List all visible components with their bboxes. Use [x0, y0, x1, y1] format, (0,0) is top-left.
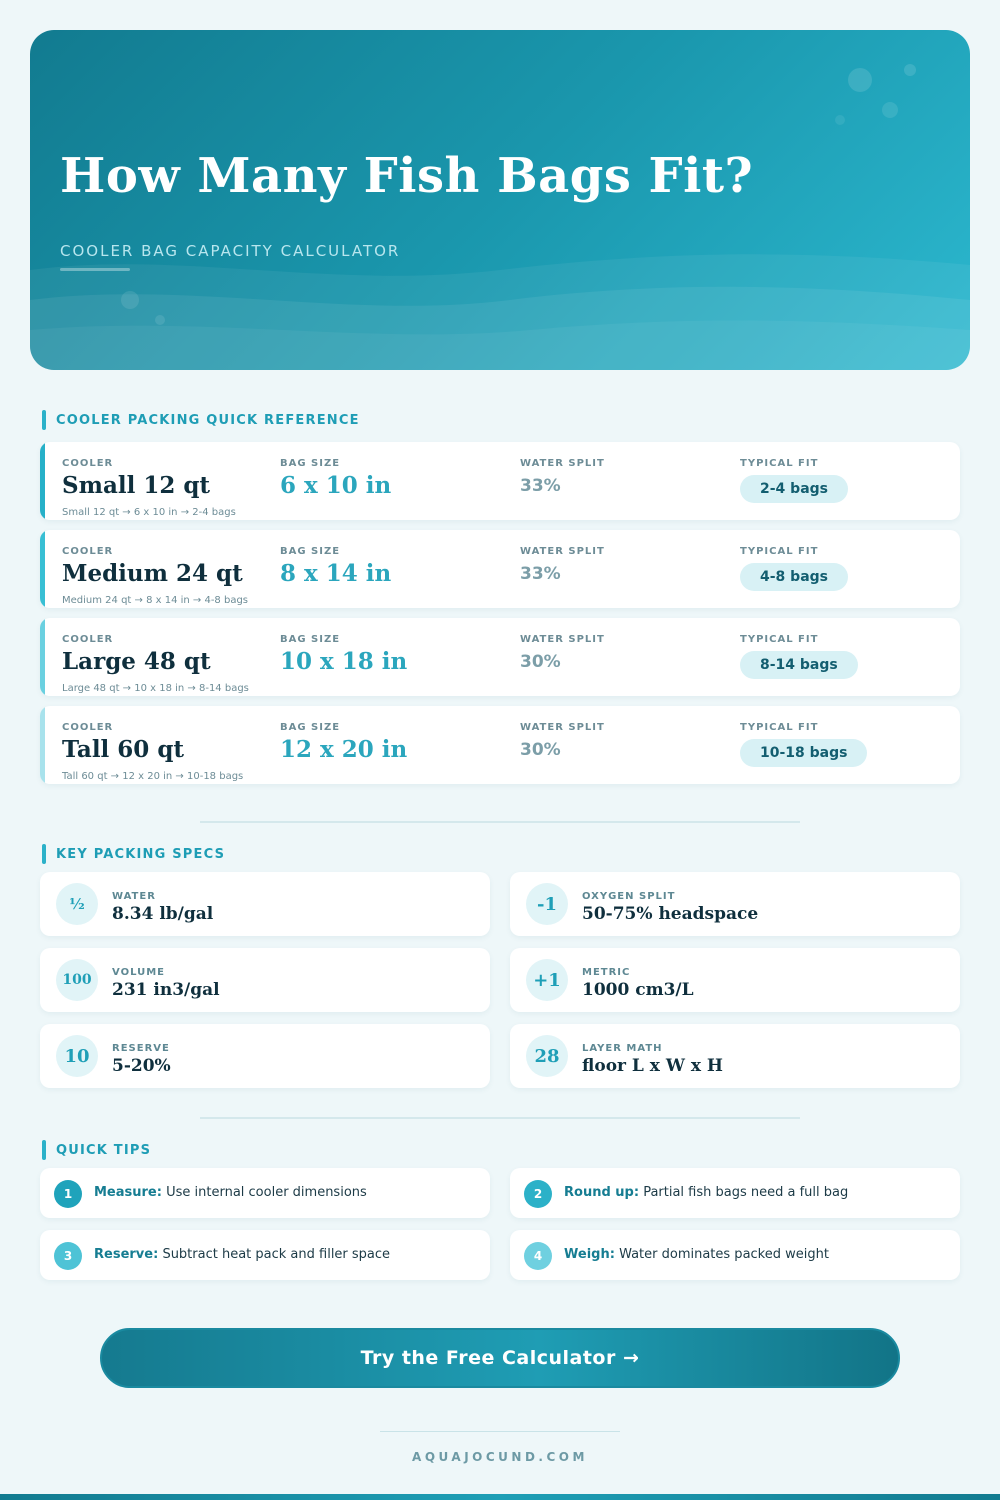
- water-split-column: [520, 546, 605, 584]
- spec-icon: ½: [56, 883, 98, 925]
- tip-description: Subtract heat pack and filler space: [162, 1247, 391, 1262]
- tip-number-badge: 2: [524, 1180, 552, 1208]
- section-divider: [200, 1117, 800, 1119]
- tip-text: [564, 1247, 829, 1262]
- row-accent-bar: [40, 530, 45, 608]
- page-title: How Many Fish Bags Fit?: [60, 148, 754, 204]
- tip-number-badge: 3: [54, 1242, 82, 1270]
- reference-row-small: [40, 442, 960, 520]
- tip-keyword: Reserve:: [94, 1247, 159, 1262]
- spec-value: 8.34 lb/gal: [112, 904, 214, 924]
- cooler-label: COOLER: [62, 546, 114, 557]
- section-marker: [42, 410, 46, 430]
- tip-text: [564, 1185, 848, 1200]
- cooler-label: COOLER: [62, 458, 114, 469]
- bag-size-value: 12 x 20 in: [280, 736, 408, 763]
- hero-banner: [30, 30, 970, 370]
- footer-divider: [380, 1431, 620, 1432]
- row-summary: Small 12 qt → 6 x 10 in → 2-4 bags: [62, 507, 236, 518]
- cooler-column: [62, 634, 211, 675]
- reference-row-medium: [40, 530, 960, 608]
- spec-icon: -1: [526, 883, 568, 925]
- cooler-value: Tall 60 qt: [62, 736, 185, 763]
- tip-card-weigh: [510, 1230, 960, 1280]
- typical-fit-column: [740, 634, 858, 679]
- reference-section-header: [42, 410, 360, 430]
- tip-text: [94, 1185, 367, 1200]
- subtitle-underline: [60, 268, 130, 271]
- page-subtitle: COOLER BAG CAPACITY CALCULATOR: [60, 242, 401, 260]
- typical-fit-badge: 4-8 bags: [740, 563, 848, 591]
- section-marker: [42, 1140, 46, 1160]
- spec-icon: 28: [526, 1035, 568, 1077]
- water-split-column: [520, 634, 605, 672]
- row-accent-bar: [40, 442, 45, 520]
- spec-label: WATER: [112, 891, 156, 902]
- try-calculator-button[interactable]: Try the Free Calculator →: [100, 1328, 900, 1388]
- typical-fit-badge: 2-4 bags: [740, 475, 848, 503]
- reference-row-large: [40, 618, 960, 696]
- reference-row-tall: [40, 706, 960, 784]
- bag-size-column: [280, 634, 407, 675]
- section-marker: [42, 844, 46, 864]
- bag-size-column: [280, 458, 391, 499]
- cooler-value: Large 48 qt: [62, 648, 211, 675]
- bottom-accent-bar: [0, 1494, 1000, 1500]
- water-split-value: 33%: [520, 476, 561, 496]
- bag-size-value: 8 x 14 in: [280, 560, 392, 587]
- typical-fit-label: TYPICAL FIT: [740, 722, 819, 733]
- tip-number-badge: 4: [524, 1242, 552, 1270]
- spec-value: 1000 cm3/L: [582, 980, 694, 1000]
- cooler-label: COOLER: [62, 634, 114, 645]
- cooler-column: [62, 722, 184, 763]
- row-accent-bar: [40, 618, 45, 696]
- cooler-column: [62, 458, 210, 499]
- spec-label: VOLUME: [112, 967, 165, 978]
- bag-size-label: BAG SIZE: [280, 634, 341, 645]
- tips-heading: QUICK TIPS: [56, 1142, 152, 1158]
- typical-fit-column: [740, 546, 848, 591]
- water-split-label: WATER SPLIT: [520, 458, 605, 469]
- typical-fit-label: TYPICAL FIT: [740, 546, 819, 557]
- bag-size-label: BAG SIZE: [280, 546, 341, 557]
- bag-size-value: 6 x 10 in: [280, 472, 392, 499]
- tip-card-reserve: [40, 1230, 490, 1280]
- tip-card-round-up: [510, 1168, 960, 1218]
- bag-size-label: BAG SIZE: [280, 458, 341, 469]
- row-accent-bar: [40, 706, 45, 784]
- water-split-column: [520, 722, 605, 760]
- spec-value: 231 in3/gal: [112, 980, 220, 1000]
- tip-keyword: Weigh:: [564, 1247, 615, 1262]
- typical-fit-label: TYPICAL FIT: [740, 634, 819, 645]
- spec-label: LAYER MATH: [582, 1043, 663, 1054]
- spec-card-oxygen-split: [510, 872, 960, 936]
- water-split-label: WATER SPLIT: [520, 634, 605, 645]
- typical-fit-badge: 8-14 bags: [740, 651, 858, 679]
- section-divider: [200, 821, 800, 823]
- water-split-value: 33%: [520, 564, 561, 584]
- bag-size-value: 10 x 18 in: [280, 648, 408, 675]
- spec-card-reserve: [40, 1024, 490, 1088]
- spec-value: 50-75% headspace: [582, 904, 759, 924]
- water-split-column: [520, 458, 605, 496]
- cooler-column: [62, 546, 243, 587]
- specs-section-header: [42, 844, 225, 864]
- tip-keyword: Measure:: [94, 1185, 162, 1200]
- water-split-label: WATER SPLIT: [520, 722, 605, 733]
- tip-text: [94, 1247, 390, 1262]
- bag-size-column: [280, 546, 391, 587]
- spec-card-water: [40, 872, 490, 936]
- cooler-value: Medium 24 qt: [62, 560, 243, 587]
- tip-description: Use internal cooler dimensions: [166, 1185, 367, 1200]
- spec-icon: +1: [526, 959, 568, 1001]
- spec-card-volume: [40, 948, 490, 1012]
- row-summary: Medium 24 qt → 8 x 14 in → 4-8 bags: [62, 595, 249, 606]
- cooler-value: Small 12 qt: [62, 472, 211, 499]
- row-summary: Tall 60 qt → 12 x 20 in → 10-18 bags: [62, 771, 244, 782]
- specs-heading: KEY PACKING SPECS: [56, 846, 226, 862]
- reference-heading: COOLER PACKING QUICK REFERENCE: [56, 412, 360, 428]
- cooler-label: COOLER: [62, 722, 114, 733]
- spec-label: OXYGEN SPLIT: [582, 891, 676, 902]
- typical-fit-column: [740, 458, 848, 503]
- footer-domain-link[interactable]: AQUAJOCUND.COM: [412, 1450, 588, 1464]
- typical-fit-badge: 10-18 bags: [740, 739, 867, 767]
- spec-icon: 100: [56, 959, 98, 1001]
- water-split-value: 30%: [520, 652, 561, 672]
- spec-card-layer-math: [510, 1024, 960, 1088]
- water-split-label: WATER SPLIT: [520, 546, 605, 557]
- spec-value: 5-20%: [112, 1056, 171, 1076]
- tip-number-badge: 1: [54, 1180, 82, 1208]
- spec-label: RESERVE: [112, 1043, 170, 1054]
- tip-card-measure: [40, 1168, 490, 1218]
- typical-fit-column: [740, 722, 867, 767]
- tips-section-header: [42, 1140, 151, 1160]
- tip-description: Partial fish bags need a full bag: [643, 1185, 849, 1200]
- water-split-value: 30%: [520, 740, 561, 760]
- tip-keyword: Round up:: [564, 1185, 640, 1200]
- spec-card-metric: [510, 948, 960, 1012]
- bag-size-column: [280, 722, 407, 763]
- tip-description: Water dominates packed weight: [619, 1247, 829, 1262]
- spec-icon: 10: [56, 1035, 98, 1077]
- row-summary: Large 48 qt → 10 x 18 in → 8-14 bags: [62, 683, 249, 694]
- typical-fit-label: TYPICAL FIT: [740, 458, 819, 469]
- spec-label: METRIC: [582, 967, 631, 978]
- bag-size-label: BAG SIZE: [280, 722, 341, 733]
- spec-value: floor L x W x H: [582, 1056, 723, 1076]
